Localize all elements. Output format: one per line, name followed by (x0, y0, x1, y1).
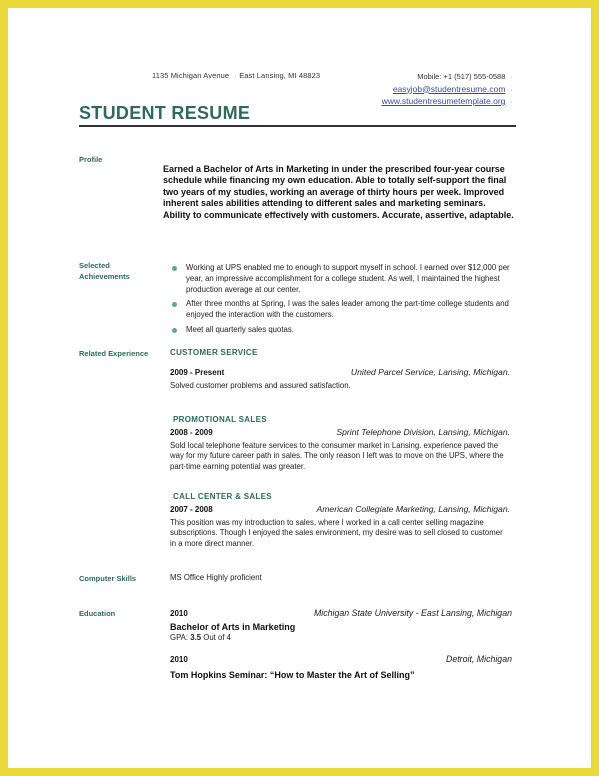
skills-label: Computer Skills (79, 574, 137, 583)
education-degree: Tom Hopkins Seminar: “How to Master the Art of Selling” (170, 669, 415, 680)
job-description: This position was my introduction to sales, where I worked in a call center selling magazine subscriptions. Though I enjoyed the sales environment, my desire was to sell closed to customer in a more direct manner. (170, 517, 503, 549)
education-label: Education (79, 609, 116, 618)
separator-dot: · (510, 97, 513, 106)
job-org: Sprint Telephone Division, Lansing, Michigan. (336, 426, 510, 437)
list-item (172, 299, 515, 321)
achievement-text: Working at UPS enabled me to enough to support myself in school. I earned over $12,000 per year, an impressive accomplishment for a college student. As well, I maintained the highest production average at our center. (186, 263, 510, 294)
education-year: 2010 (170, 609, 188, 618)
education-year: 2010 (170, 655, 188, 664)
job-dates: 2008 - 2009 (170, 427, 213, 437)
gpa-label: GPA: (170, 632, 189, 642)
education-meta (170, 654, 512, 666)
bullet-icon (172, 302, 177, 307)
list-item (172, 325, 515, 336)
education-entry (170, 608, 512, 643)
contact-mobile (382, 71, 513, 83)
achievements-label: Selected Achievements (79, 261, 130, 281)
job-entry (170, 492, 510, 550)
gpa-suffix: Out of 4 (203, 632, 231, 642)
page-title: STUDENT RESUME (79, 103, 251, 123)
separator-dot: · (510, 84, 513, 94)
separator-dot: · (234, 71, 237, 80)
job-entry (170, 348, 510, 391)
job-description: Solved customer problems and assured satisfaction. (170, 380, 351, 390)
skills-text: MS Office Highly proficient (170, 573, 262, 582)
address-street: 1135 Michigan Avenue (152, 71, 230, 80)
bullet-icon (172, 266, 177, 271)
email-link[interactable]: easyjob@studentresume.com (392, 83, 506, 94)
job-heading: CALL CENTER & SALES (173, 492, 272, 501)
job-dates: 2007 - 2008 (170, 504, 213, 514)
education-school: Detroit, Michigan (445, 654, 512, 664)
website-link[interactable]: www.studentresumetemplate.org (381, 96, 506, 106)
achievement-text: After three months at Spring, I was the sales leader among the part-time college students and enjoyed the interaction with the customers. (186, 299, 509, 320)
skills-section (170, 573, 510, 584)
experience-label: Related Experience (79, 349, 149, 358)
contact-address (152, 71, 320, 80)
job-dates: 2009 - Present (170, 367, 225, 377)
job-meta (170, 367, 510, 379)
profile-section (163, 164, 515, 221)
education-gpa (170, 633, 512, 644)
education-meta (170, 608, 512, 620)
achievements-list (172, 263, 515, 336)
mobile-text: Mobile: +1 (517) 555-0588 (417, 72, 506, 81)
contact-email (382, 83, 513, 96)
job-description: Sold local telephone feature services to the consumer market in Lansing. experience paved the way for my future career path in sales. The only reason I left was to move on the UPS, where the part-time earning potential was greater. (170, 440, 504, 472)
profile-text: Earned a Bachelor of Arts in Marketing in under the prescribed four-year course schedule while financing my own education. Able to totally self-support the final two years of my studies, working an average of thirty hours per week. Improved inherent sales abilities attending to different sales and marketing seminars. Ability to communicate effectively with customers. Accurate, assertive, adaptable. (163, 164, 514, 220)
contact-website (382, 95, 513, 108)
job-org: American Collegiate Marketing, Lansing, Michigan. (316, 503, 510, 514)
job-meta (170, 427, 510, 439)
job-entry (170, 415, 510, 473)
job-org: United Parcel Service, Lansing, Michigan. (350, 366, 510, 377)
bullet-icon (172, 328, 177, 333)
profile-label: Profile (79, 155, 103, 164)
address-city: East Lansing, MI 48823 (239, 71, 321, 80)
gpa-value: 3.5 (190, 632, 202, 642)
achievements-section (172, 263, 515, 340)
education-school: Michigan State University - East Lansing, Michigan (313, 608, 512, 618)
contact-block (382, 71, 513, 108)
separator-dot: · (510, 72, 513, 81)
list-item (172, 263, 515, 295)
education-entry (170, 654, 512, 681)
achievement-text: Meet all quarterly sales quotas. (186, 324, 294, 334)
job-heading: PROMOTIONAL SALES (173, 415, 267, 424)
job-heading: CUSTOMER SERVICE (170, 348, 258, 357)
title-divider (79, 125, 516, 127)
job-meta (170, 504, 510, 516)
education-degree: Bachelor of Arts in Marketing (170, 621, 296, 632)
